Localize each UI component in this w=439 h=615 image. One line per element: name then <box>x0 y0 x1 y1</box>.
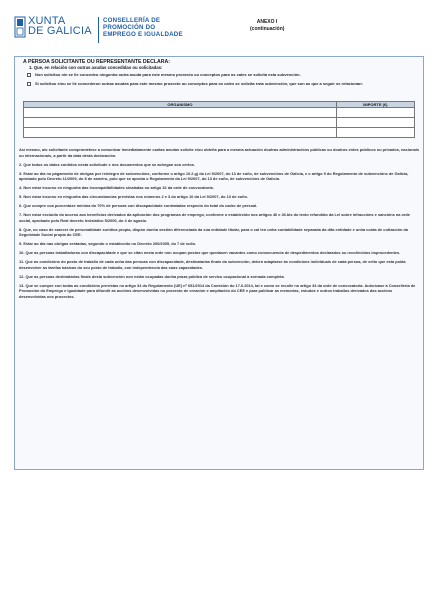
declaration-item: 12. Que as persoas destinatarias finais desta subvención non están ocupadas dunha praza pública de servizo ocupacional a xornada completa. <box>19 273 285 279</box>
department-name: CONSELLERÍA DE PROMOCIÓN DO EMPREGO E IGUALDADE <box>103 17 183 38</box>
xunta-emblem-icon <box>14 16 26 38</box>
table-row <box>24 128 415 138</box>
option-no-other-aid-label: Non solicitou nin se lle concedeu ningunha outra axuda para este mesmo proxecto ou conceptos para os cales se solicita esta subvención. <box>35 72 301 77</box>
declaration-item: 10. Que as persoas traballadoras con discapacidade e que se citan nesta orde non ocupan postos que quedasen vacantes como consecuencia de despedimentos declarados ou recoñecidos improcedentes. <box>19 250 401 255</box>
importe-cell[interactable] <box>336 118 414 128</box>
annex-title: ANEXO I <box>256 19 278 25</box>
organismo-cell[interactable] <box>24 128 337 138</box>
aid-table <box>23 101 415 138</box>
declaration-item: 4. Non estar incurso en ningunha das incompatibilidades sinaladas no artigo 32 da orde de convocatoria. <box>19 185 214 190</box>
declaration-item: Así mesmo, a/o solicitante comprométese a comunicar inmediatamente cantas axudas solicite e/ou obteña para a mesma actuación doutras administracións públicas ou doutros entes públicos ou privados, nacionais ou internacionais, a partir da data desta declaración. <box>19 147 419 158</box>
declaration-item: 3. Estar ao día no pagamento de obrigas por reintegro de subvencións, conforme o artigo 10.2.g) da Lei 9/2007, do 13 de xuño, de subvencións de Galicia, e o artigo 9 do Regulamento de subvencións de Galicia, aprobado polo Decreto 11/2009, do 8 de xaneiro, polo que se aproba o Regulamento da Lei 9/2007, do 13 de xuño, de subvencións de Galicia. <box>19 170 409 181</box>
option-other-aid <box>27 81 415 86</box>
annex-subtitle: (continuación) <box>250 26 285 32</box>
option-other-aid-label: Si solicitou e/ou se lle concederon outras axudas para este mesmo proxecto ou conceptos para os cales se solicita esta subvención, que son as que a seguir se relacionan: <box>35 81 363 86</box>
question-1: 1. Que, en relación con outras axudas concedidas ou solicitadas: <box>29 65 163 70</box>
declaration-item: 8. Que, no caso de carecer de personalidade xurídica propia, dispón dunha xestión diferenciada da súa entidade titular, para o cal ten unha contabilidade separada da dita entidade e unha conta de cotización da Seguridade Social propia do CEE. <box>19 226 408 237</box>
declaration-item: 7. Non estar excluído do acceso aos beneficios derivados da aplicación dos programas de emprego, conforme o establecido nos artigos 46 e 46.bis do texto refundido da Lei sobre infraccións e sancións na orde social, aprobado polo Real decreto lexislativo 5/2000, do 4 de agosto. <box>19 212 410 223</box>
xunta-logo-text: XUNTA DE GALICIA <box>28 15 92 37</box>
importe-cell[interactable] <box>336 108 414 118</box>
declaration-form <box>14 56 424 470</box>
column-importe: IMPORTE (€) <box>336 102 414 108</box>
declaration-item: 11. Que as condicións do posto de traballo de cada unha das persoas con discapacidade, destinatarias finais da subvención, deben adaptarse ás condicións individuais de cada persoa, de xeito que esta poida desenvolver as tarefas básicas do seu posto de traballo, con independencia das súas capacidades. <box>19 259 406 270</box>
other-aid-checkbox[interactable] <box>27 82 31 86</box>
declaration-item: 13. Que se cumpre con todas as condicións previstas no artigo 34 do Regulamento (UE) nº 651/2014 da Comisión do 17.6.2014, tal e como se recolle no artigo 34 da orde de convocatoria. Autorízase á Consellería de Promoción do Emprego e Igualdade para difundir as accións desenvolvidas no proxecto de creación e ampliación do CEE e para publicar as memorias, estudos e outros traballos derivados das accións desenvolvidas nos proxectos. <box>19 282 416 299</box>
logo-divider <box>98 17 99 43</box>
option-no-other-aid <box>27 72 415 77</box>
table-row <box>24 118 415 128</box>
column-organismo: ORGANISMO <box>24 102 337 108</box>
organismo-cell[interactable] <box>24 108 337 118</box>
importe-cell[interactable] <box>336 128 414 138</box>
declaration-item: 2. Que todos os datos contidos nesta solicitude e nos documentos que se achegan son certos. <box>19 161 195 167</box>
declaration-item: 6. Que cumpre coa porcentaxe mínima do 70% de persoas con discapacidade contratadas respecto do total do cadro de persoal. <box>19 203 258 208</box>
document-header <box>14 16 425 50</box>
declaration-items <box>19 147 419 303</box>
section-title: A PERSOA SOLICITANTE OU REPRESENTANTE DECLARA: <box>23 59 170 65</box>
organismo-cell[interactable] <box>24 118 337 128</box>
annex-label <box>250 19 284 33</box>
declaration-item: 5. Non estar incurso en ningunha das circunstancias previstas nos números 2 e 3 do artigo 10 da Lei 9/2007, do 13 de xuño. <box>19 194 248 199</box>
declaration-item: 9. Estar ao día nas obrigas xestadas, segundo o establecido no Decreto 200/2005, do 7 de xullo. <box>19 241 197 246</box>
table-row <box>24 108 415 118</box>
no-other-aid-checkbox[interactable] <box>27 73 31 77</box>
